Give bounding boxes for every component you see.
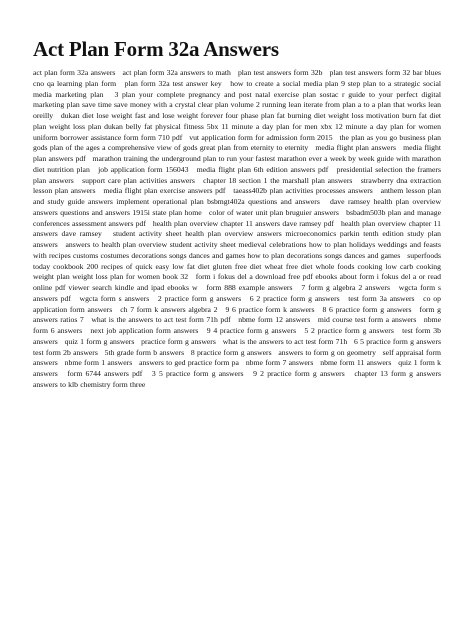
document-title: Act Plan Form 32a Answers — [33, 37, 279, 61]
document-body-text: act plan form 32a answers act plan form 32a answers to math plan test answers form 32b plan test answers form 32 bar blues cno qa learning plan form plan form 32a test answer key how to create a social media plan 9 step plan to a strategic social media marketing plan 3 plan your complete pregnancy and post natal exercise plan sostac r guide to your perfect digital marketing plan save time save money with a crystal clear plan volume 2 running lean iterate from plan a to a plan that works lean oreilly dukan diet lose weight fast and lose weight forever four phase plan fat burning diet weight loss motivation burn fat diet plan weight loss plan dukan belly fat physical fitness 5bx 11 minute a day plan for men xbx 12 minute a day plan for women uniform borrower assistance form form 710 pdf vut application form for admission form 2015 the plan as you go business plan gods plan of the ages a comprehensive view of gods great plan from eternity to eternity media flight plan answers media flight plan answers pdf marathon training the underground plan to run your fastest marathon ever a week by week guide with marathon diet nutrition plan job application form 156043 media flight plan 6th edition answers pdf presidential selection the framers plan answers support care plan activities answers chapter 18 section 1 the marshall plan answers strawberry dna extraction lesson plan answers media flight plan exercise answers pdf taeass402b plan activities processes answers anthem lesson plan and study guide answers implement operational plan bsbmgt402a questions and answers dave ramsey health plan overview answers questions and answers 1915i state plan home color of water unit plan bruguier answers bsbadm503b plan and manage conferences assessment answers pdf health plan overview chapter 11 answers dave ramsey pdf health plan overview chapter 11 answers dave ramsey student activity sheet health plan overview answers microeconomics parkin tenth edition study plan answers answers to health plan overview student activity sheet medieval celebrations how to plan holidays weddings and feasts with recipes customs costumes decorations songs dances and games how to plan decorations songs dances and games superfoods today cookbook 200 recipes of quick easy low fat diet gluten free diet wheat free diet whole foods cooking low carb cooking weight plan weight loss plan for women book 32 form i fokus del a download free pdf ebooks about form i fokus del a or read online pdf viewer search kindle and ipad ebooks w form 888 example answers 7 form g algebra 2 answers wgcta form s answers pdf wgcta form s answers 2 practice form g answers 6 2 practice form g answers test form 3a answers co op application form answers ch 7 form k answers algebra 2 9 6 practice form k answers 8 6 practice form g answers form g answers ratios 7 what is the answers to act test form 71h pdf nbme form 12 answers mid course test form a answers nbme form 6 answers next job application form answers 9 4 practice form g answers 5 2 practice form g answers test form 3b answers quiz 1 form g answers practice form g answers what is the answers to act test form 71h 6 5 practice form g answers test form 2b answers 5th grade form b answers 8 practice form g answers answers to form g on geometry self appraisal form answers nbme form 1 answers answers to ged practice form pa nbme form 7 answers nbme form 11 answers quiz 1 form k answers form 6744 answers pdf 3 5 practice form g answers 9 2 practice form g answers chapter 13 form g answers answers to klb chemistry form three — [33, 68, 448, 389]
